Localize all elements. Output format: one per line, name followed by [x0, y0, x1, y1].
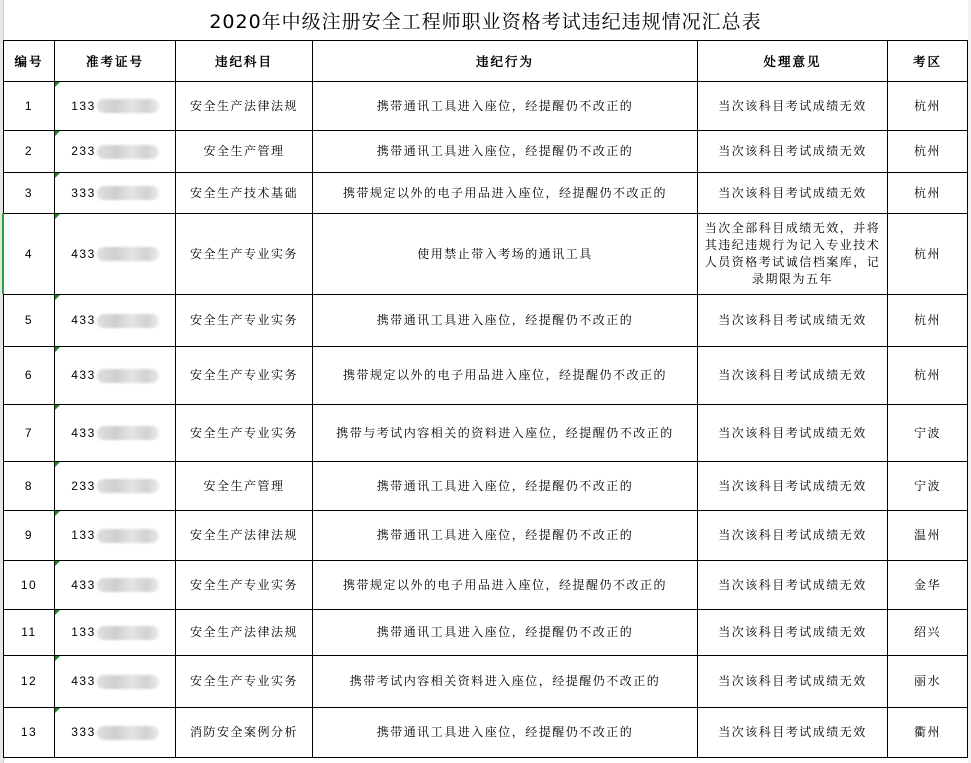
cell-area[interactable]: 杭州	[888, 173, 968, 214]
redacted-blur	[97, 314, 159, 328]
redacted-blur	[97, 247, 159, 261]
ticket-id-prefix: 433	[71, 313, 96, 327]
cell-decision[interactable]: 当次该科目考试成绩无效	[698, 347, 888, 405]
cell-decision[interactable]: 当次该科目考试成绩无效	[698, 561, 888, 610]
ticket-id-prefix: 433	[71, 368, 96, 382]
comment-marker-icon	[55, 511, 60, 516]
col-header-subject[interactable]: 违纪科目	[176, 41, 313, 82]
ticket-id-prefix: 133	[71, 98, 96, 113]
table-row	[4, 610, 968, 656]
cell-ticket-id[interactable]	[55, 347, 176, 405]
cell-subject[interactable]: 安全生产专业实务	[176, 295, 313, 347]
row-selection-indicator	[2, 213, 4, 294]
cell-behavior[interactable]: 携带通讯工具进入座位，经提醒仍不改正的	[313, 295, 698, 347]
table-row	[4, 405, 968, 462]
cell-behavior[interactable]: 携带通讯工具进入座位，经提醒仍不改正的	[313, 610, 698, 656]
cell-subject[interactable]: 安全生产管理	[176, 131, 313, 173]
redacted-blur	[97, 479, 159, 493]
cell-subject[interactable]: 安全生产专业实务	[176, 405, 313, 462]
comment-marker-icon	[55, 82, 60, 87]
cell-area[interactable]: 杭州	[888, 214, 968, 295]
ticket-id-prefix: 433	[71, 246, 96, 261]
cell-subject[interactable]: 安全生产专业实务	[176, 656, 313, 708]
cell-no[interactable]: 3	[4, 173, 55, 214]
redacted-blur	[97, 145, 159, 159]
cell-decision[interactable]: 当次该科目考试成绩无效	[698, 656, 888, 708]
sheet-title[interactable]: 2020年中级注册安全工程师职业资格考试违纪违规情况汇总表	[209, 11, 762, 33]
cell-no[interactable]: 6	[4, 347, 55, 405]
cell-decision[interactable]: 当次该科目考试成绩无效	[698, 511, 888, 561]
cell-no[interactable]: 1	[4, 82, 55, 131]
cell-behavior[interactable]: 携带与考试内容相关的资料进入座位，经提醒仍不改正的	[313, 405, 698, 462]
cell-decision[interactable]: 当次该科目考试成绩无效	[698, 462, 888, 511]
cell-ticket-id[interactable]	[55, 405, 176, 462]
col-header-decision[interactable]: 处理意见	[698, 41, 888, 82]
col-header-behavior[interactable]: 违纪行为	[313, 41, 698, 82]
cell-decision[interactable]: 当次该科目考试成绩无效	[698, 295, 888, 347]
cell-ticket-id[interactable]	[55, 173, 176, 214]
cell-no[interactable]: 5	[4, 295, 55, 347]
col-header-ticket-id[interactable]: 准考证号	[55, 41, 176, 82]
cell-subject[interactable]: 安全生产法律法规	[176, 82, 313, 131]
ticket-id-prefix: 333	[71, 185, 96, 200]
cell-decision[interactable]: 当次该科目考试成绩无效	[698, 610, 888, 656]
table-row	[4, 173, 968, 214]
cell-subject[interactable]: 安全生产专业实务	[176, 561, 313, 610]
cell-behavior[interactable]: 携带通讯工具进入座位，经提醒仍不改正的	[313, 511, 698, 561]
redacted-blur	[97, 675, 159, 689]
cell-no[interactable]: 4	[4, 214, 55, 295]
violations-table	[3, 40, 968, 758]
cell-ticket-id[interactable]	[55, 214, 176, 295]
cell-decision[interactable]: 当次全部科目成绩无效，并将其违纪违规行为记入专业技术人员资格考试诚信档案库，记录期限为五年	[698, 214, 888, 295]
table-row	[4, 656, 968, 708]
cell-behavior[interactable]: 携带考试内容相关资料进入座位，经提醒仍不改正的	[313, 656, 698, 708]
cell-area[interactable]: 杭州	[888, 295, 968, 347]
table-row	[4, 214, 968, 295]
cell-decision[interactable]: 当次该科目考试成绩无效	[698, 131, 888, 173]
cell-ticket-id[interactable]	[55, 656, 176, 708]
comment-marker-icon	[55, 405, 60, 410]
ticket-id-prefix: 433	[71, 577, 96, 592]
cell-area[interactable]: 杭州	[888, 82, 968, 131]
comment-marker-icon	[55, 708, 60, 713]
redacted-blur	[97, 529, 159, 543]
cell-ticket-id[interactable]	[55, 708, 176, 758]
comment-marker-icon	[55, 295, 60, 300]
cell-decision[interactable]: 当次该科目考试成绩无效	[698, 82, 888, 131]
cell-area[interactable]: 杭州	[888, 347, 968, 405]
ticket-id-prefix: 333	[71, 725, 96, 739]
cell-no[interactable]: 7	[4, 405, 55, 462]
cell-area[interactable]: 杭州	[888, 131, 968, 173]
cell-ticket-id[interactable]	[55, 82, 176, 131]
ticket-id-prefix: 133	[71, 625, 96, 639]
table-row	[4, 561, 968, 610]
cell-subject[interactable]: 安全生产管理	[176, 462, 313, 511]
cell-ticket-id[interactable]	[55, 131, 176, 173]
cell-area[interactable]: 丽水	[888, 656, 968, 708]
ticket-id-prefix: 233	[71, 144, 96, 158]
cell-subject[interactable]: 安全生产法律法规	[176, 610, 313, 656]
table-row	[4, 295, 968, 347]
cell-area[interactable]: 衢州	[888, 708, 968, 758]
ticket-id-prefix: 433	[71, 425, 96, 440]
redacted-blur	[97, 426, 159, 440]
cell-behavior[interactable]: 携带通讯工具进入座位，经提醒仍不改正的	[313, 131, 698, 173]
redacted-blur	[97, 99, 159, 113]
cell-behavior[interactable]: 携带规定以外的电子用品进入座位，经提醒仍不改正的	[313, 561, 698, 610]
redacted-blur	[97, 369, 159, 383]
cell-subject[interactable]: 安全生产专业实务	[176, 214, 313, 295]
comment-marker-icon	[55, 214, 60, 219]
cell-no[interactable]: 12	[4, 656, 55, 708]
comment-marker-icon	[55, 462, 60, 467]
table-row	[4, 462, 968, 511]
cell-subject[interactable]: 消防安全案例分析	[176, 708, 313, 758]
redacted-blur	[97, 186, 159, 200]
comment-marker-icon	[55, 610, 60, 615]
comment-marker-icon	[55, 347, 60, 352]
cell-ticket-id[interactable]	[55, 511, 176, 561]
ticket-id-prefix: 133	[71, 528, 96, 542]
cell-behavior[interactable]: 携带规定以外的电子用品进入座位，经提醒仍不改正的	[313, 347, 698, 405]
table-row	[4, 131, 968, 173]
redacted-blur	[97, 726, 159, 740]
cell-area[interactable]: 温州	[888, 511, 968, 561]
cell-no[interactable]: 9	[4, 511, 55, 561]
comment-marker-icon	[55, 173, 60, 178]
comment-marker-icon	[55, 656, 60, 661]
cell-decision[interactable]: 当次该科目考试成绩无效	[698, 405, 888, 462]
cell-ticket-id[interactable]	[55, 295, 176, 347]
cell-area[interactable]: 宁波	[888, 405, 968, 462]
cell-no[interactable]: 2	[4, 131, 55, 173]
table-row	[4, 708, 968, 758]
cell-area[interactable]: 金华	[888, 561, 968, 610]
redacted-blur	[97, 578, 159, 592]
cell-ticket-id[interactable]	[55, 561, 176, 610]
ticket-id-prefix: 233	[71, 478, 96, 493]
header-row	[4, 41, 968, 82]
cell-no[interactable]: 8	[4, 462, 55, 511]
cell-area[interactable]: 宁波	[888, 462, 968, 511]
cell-behavior[interactable]: 使用禁止带入考场的通讯工具	[313, 214, 698, 295]
ticket-id-prefix: 433	[71, 674, 96, 688]
cell-area[interactable]: 绍兴	[888, 610, 968, 656]
col-header-area[interactable]: 考区	[888, 41, 968, 82]
cell-ticket-id[interactable]	[55, 610, 176, 656]
cell-decision[interactable]: 当次该科目考试成绩无效	[698, 173, 888, 214]
cell-no[interactable]: 11	[4, 610, 55, 656]
cell-ticket-id[interactable]	[55, 462, 176, 511]
cell-behavior[interactable]: 携带规定以外的电子用品进入座位，经提醒仍不改正的	[313, 173, 698, 214]
col-header-no[interactable]: 编号	[4, 41, 55, 82]
cell-subject[interactable]: 安全生产法律法规	[176, 511, 313, 561]
table-row	[4, 82, 968, 131]
cell-subject[interactable]: 安全生产专业实务	[176, 347, 313, 405]
redacted-blur	[97, 626, 159, 640]
cell-no[interactable]: 10	[4, 561, 55, 610]
cell-decision[interactable]: 当次该科目考试成绩无效	[698, 708, 888, 758]
cell-subject[interactable]: 安全生产技术基础	[176, 173, 313, 214]
table-row	[4, 347, 968, 405]
comment-marker-icon	[55, 561, 60, 566]
table-row	[4, 511, 968, 561]
cell-behavior[interactable]: 携带通讯工具进入座位，经提醒仍不改正的	[313, 708, 698, 758]
cell-behavior[interactable]: 携带通讯工具进入座位，经提醒仍不改正的	[313, 82, 698, 131]
comment-marker-icon	[55, 131, 60, 136]
cell-no[interactable]: 13	[4, 708, 55, 758]
cell-behavior[interactable]: 携带通讯工具进入座位，经提醒仍不改正的	[313, 462, 698, 511]
